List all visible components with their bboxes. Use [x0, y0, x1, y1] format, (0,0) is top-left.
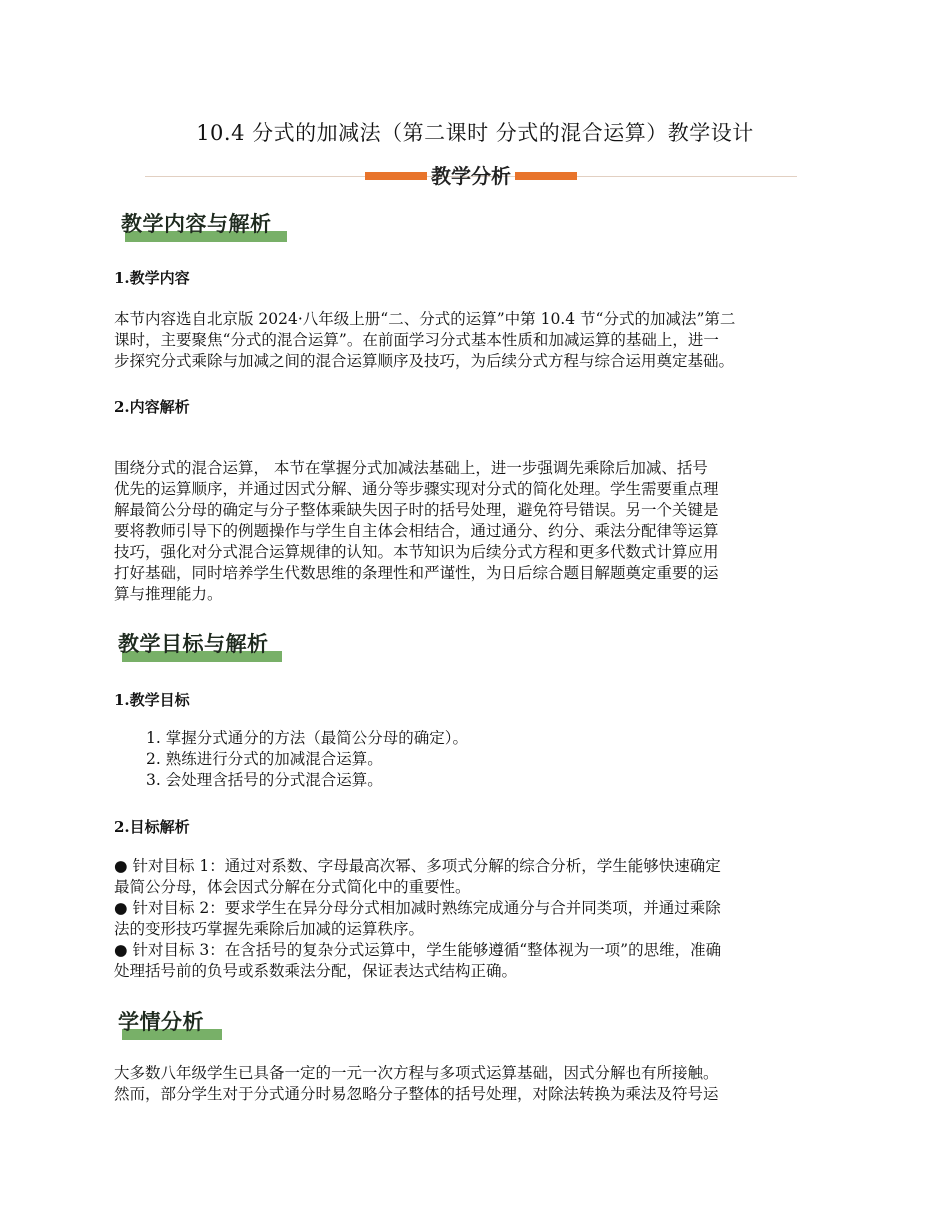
heading-text: 教学内容与解析 — [121, 212, 272, 236]
text-line: 步探究分式乘除与加减之间的混合运算顺序及技巧，为后续分式方程与综合运用奠定基础。 — [114, 352, 735, 370]
text-line: 大多数八年级学生已具备一定的一元一次方程与多项式运算基础，因式分解也有所接触。 — [114, 1064, 719, 1082]
text-line: 然而，部分学生对于分式通分时易忽略分子整体的括号处理，对除法转换为乘法及符号运 — [114, 1085, 719, 1103]
heading-text: 学情分析 — [118, 1010, 204, 1034]
banner-label: 教学分析 — [431, 164, 511, 188]
page-title: 10.4 分式的加减法（第二课时 分式的混合运算）教学设计 — [196, 121, 754, 145]
text-line: 处理括号前的负号或系数乘法分配，保证表达式结构正确。 — [114, 962, 518, 980]
banner-bar-right — [515, 172, 577, 180]
text-line: 围绕分式的混合运算， 本节在掌握分式加减法基础上，进一步强调先乘除后加减、括号 — [114, 459, 708, 477]
text-line: 课时，主要聚焦“分式的混合运算”。在前面学习分式基本性质和加减运算的基础上，进一 — [114, 331, 719, 349]
text-line: 优先的运算顺序，并通过因式分解、通分等步骤实现对分式的简化处理。学生需要重点理 — [114, 480, 719, 498]
paragraph-goal-analysis — [114, 856, 849, 982]
text-line: 算与推理能力。 — [114, 585, 223, 603]
text-line: 最简公分母，体会因式分解在分式简化中的重要性。 — [114, 878, 471, 896]
text-line: ● 针对目标 2：要求学生在异分母分式相加减时熟练完成通分与合并同类项，并通过乘除 — [114, 899, 721, 917]
list-item: 3. 会处理含括号的分式混合运算。 — [146, 771, 383, 789]
list-item: 1. 掌握分式通分的方法（最简公分母的确定）。 — [146, 729, 468, 747]
paragraph-content-analysis — [114, 458, 849, 605]
heading-goals — [118, 628, 284, 662]
text-line: ● 针对目标 3：在含括号的复杂分式运算中，学生能够遵循“整体视为一项”的思维，准确 — [114, 941, 722, 959]
paragraph-students — [114, 1063, 849, 1105]
heading-content-analysis — [121, 208, 287, 242]
subheading-teaching-content: 1.教学内容 — [114, 269, 190, 287]
text-line: 法的变形技巧掌握先乘除后加减的运算秩序。 — [114, 920, 425, 938]
text-line: 技巧，强化对分式混合运算规律的认知。本节知识为后续分式方程和更多代数式计算应用 — [114, 543, 719, 561]
subheading-teaching-goals: 1.教学目标 — [114, 691, 190, 709]
subheading-goal-analysis: 2.目标解析 — [114, 818, 190, 836]
text-line: 解最简公分母的确定与分子整体乘缺失因子时的括号处理，避免符号错误。另一个关键是 — [114, 501, 719, 519]
goals-list — [146, 728, 468, 791]
banner-bar-left — [365, 172, 427, 180]
subheading-content-analysis: 2.内容解析 — [114, 398, 190, 416]
text-line: 本节内容选自北京版 2024·八年级上册“二、分式的运算”中第 10.4 节“分式的加减法”第二 — [114, 310, 736, 328]
heading-students — [118, 1006, 222, 1040]
text-line: ● 针对目标 1：通过对系数、字母最高次幂、多项式分解的综合分析，学生能够快速确定 — [114, 857, 721, 875]
heading-text: 教学目标与解析 — [118, 632, 269, 656]
text-line: 打好基础，同时培养学生代数思维的条理性和严谨性，为日后综合题目解题奠定重要的运 — [114, 564, 719, 582]
text-line: 要将教师引导下的例题操作与学生自主体会相结合，通过通分、约分、乘法分配律等运算 — [114, 522, 719, 540]
paragraph-teaching-content — [114, 309, 849, 372]
list-item: 2. 熟练进行分式的加减混合运算。 — [146, 750, 383, 768]
